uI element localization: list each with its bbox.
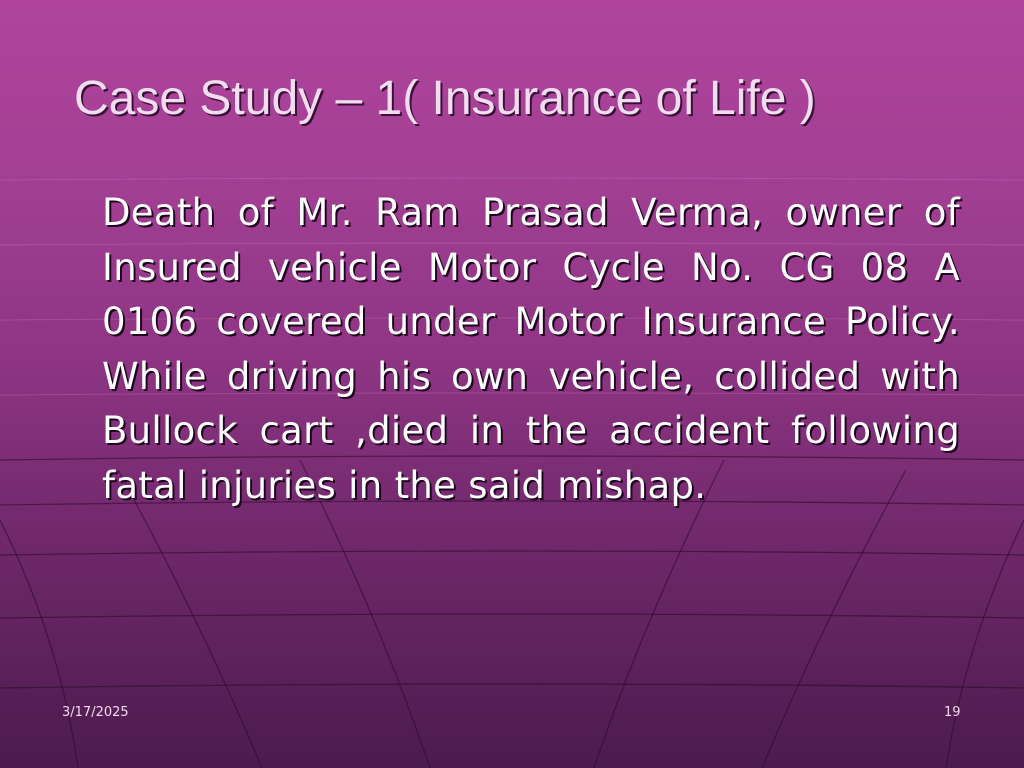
footer-date: 3/17/2025 — [62, 705, 129, 720]
body-paragraph: Death of Mr. Ram Prasad Verma, owner of Insured vehicle Motor Cycle No. CG 08 A 0106 covered under Motor Insurance Policy. While driving his own vehicle, collided with Bullock cart ,died in the accident following fatal injuries in the said mishap. — [102, 191, 960, 507]
slide-number: 19 — [944, 705, 961, 720]
slide-title: Case Study – 1( Insurance of Life ) — [74, 72, 816, 125]
